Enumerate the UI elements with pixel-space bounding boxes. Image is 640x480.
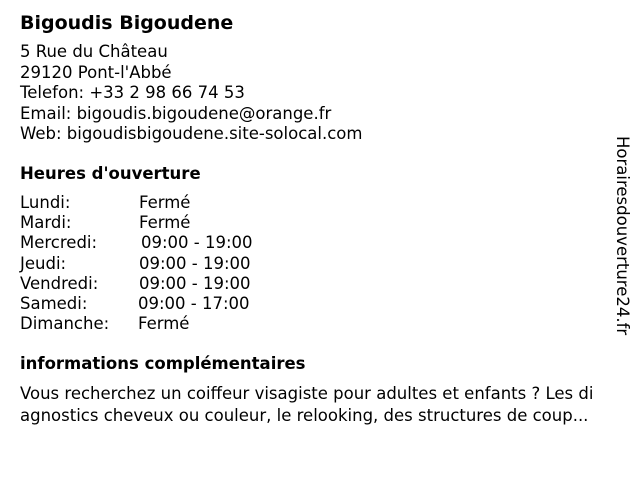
address-street: 5 Rue du Château [20, 42, 168, 61]
description-line-2: agnostics cheveux ou couleur, le relooking, des structures de coup... [20, 405, 589, 425]
day-label: Lundi: [20, 193, 71, 212]
business-description [20, 383, 624, 426]
business-name: Bigoudis Bigoudene [20, 12, 234, 34]
day-label: Mercredi: [20, 233, 98, 253]
phone-line[interactable]: Telefon: +33 2 98 66 74 53 [20, 83, 245, 102]
hours-row-monday [20, 193, 320, 213]
day-hours: Fermé [139, 213, 191, 233]
day-hours: 09:00 - 17:00 [138, 293, 250, 313]
hours-row-wednesday [20, 233, 320, 253]
additional-info-heading: informations complémentaires [20, 354, 306, 373]
hours-row-friday [20, 274, 320, 294]
hours-row-thursday [20, 254, 320, 274]
day-label: Vendredi: [20, 273, 99, 293]
opening-hours-heading: Heures d'ouverture [20, 164, 201, 183]
hours-row-saturday [20, 294, 320, 314]
hours-row-tuesday [20, 213, 320, 233]
opening-hours-table [20, 193, 320, 334]
day-hours: Fermé [138, 314, 190, 334]
description-line-1: Vous recherchez un coiffeur visagiste pour adultes et enfants ? Les di [20, 384, 594, 403]
day-hours: 09:00 - 19:00 [139, 253, 251, 273]
address-city: 29120 Pont-l'Abbé [20, 62, 172, 82]
day-label: Samedi: [20, 293, 88, 313]
day-label: Mardi: [20, 213, 72, 233]
hours-row-sunday [20, 314, 320, 334]
site-watermark: Horairesdouverture24.fr [613, 136, 632, 336]
day-hours: 09:00 - 19:00 [141, 233, 253, 253]
day-hours: Fermé [139, 193, 191, 212]
day-hours: 09:00 - 19:00 [139, 273, 251, 293]
day-label: Dimanche: [20, 314, 110, 334]
web-line[interactable]: Web: bigoudisbigoudene.site-solocal.com [20, 124, 363, 143]
email-line[interactable]: Email: bigoudis.bigoudene@orange.fr [20, 103, 332, 123]
contact-block [20, 42, 362, 145]
day-label: Jeudi: [20, 253, 67, 273]
